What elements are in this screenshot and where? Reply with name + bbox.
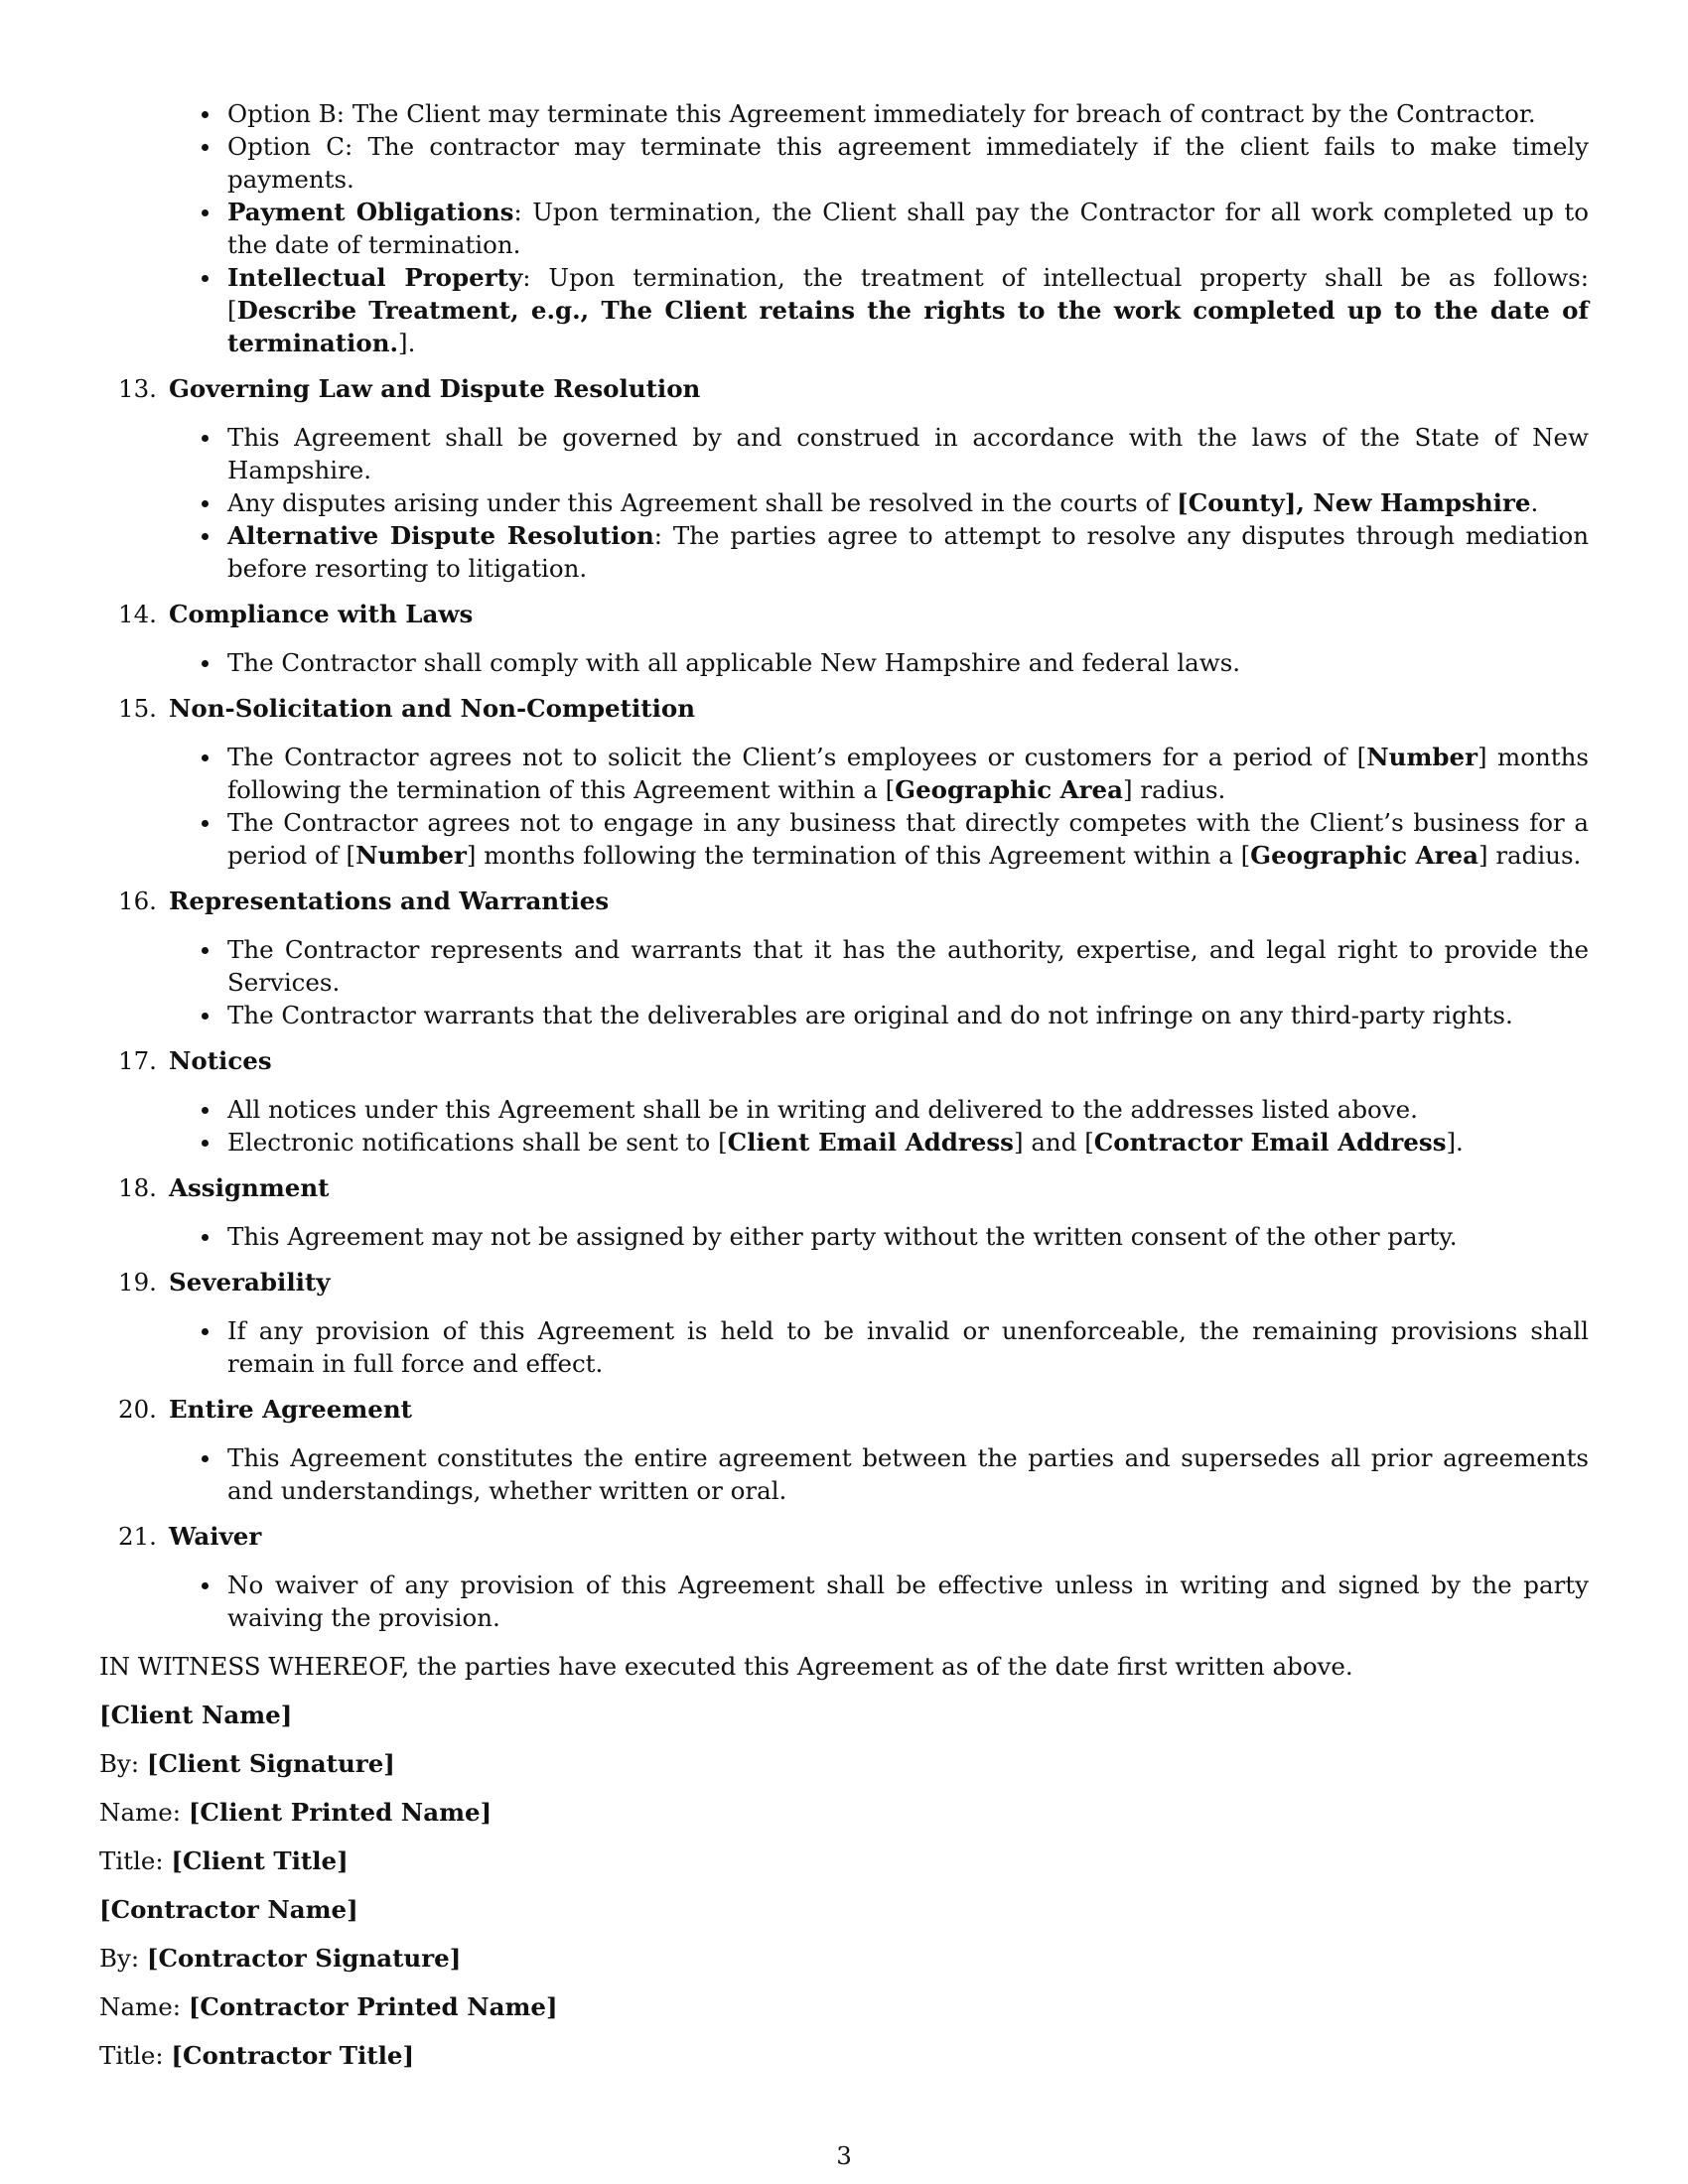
list-item: Electronic notifications shall be sent to [Client Email Address] and [Contractor Email Address]. <box>99 1126 1589 1159</box>
list-item: No waiver of any provision of this Agreement shall be effective unless in writing and signed by the party waiving the provision. <box>99 1569 1589 1634</box>
section-20-heading: 20. Entire Agreement <box>118 1395 412 1424</box>
client-name-line: [Client Name] <box>99 1701 293 1729</box>
contractor-printed-name-line: Name: [Contractor Printed Name] <box>99 1992 558 2021</box>
list-item: The Contractor agrees not to engage in any business that directly competes with the Client’s business for a period of [Number] months following the termination of this Agreement within a [Geographic Area] radius. <box>99 806 1589 872</box>
client-printed-name-line: Name: [Client Printed Name] <box>99 1798 492 1827</box>
section-14-list <box>99 646 1589 679</box>
section-13-heading: 13. Governing Law and Dispute Resolution <box>118 374 701 403</box>
list-item: This Agreement may not be assigned by either party without the written consent of the other party. <box>99 1220 1589 1253</box>
document-body <box>99 97 1589 2072</box>
section-19-heading: 19. Severability <box>118 1268 331 1297</box>
section-15-heading: 15. Non-Solicitation and Non-Competition <box>118 694 696 723</box>
section-21-heading: 21. Waiver <box>118 1522 262 1551</box>
list-item: This Agreement constitutes the entire agreement between the parties and supersedes all prior agreements and understandings, whether written or oral. <box>99 1441 1589 1507</box>
section-17-heading: 17. Notices <box>118 1046 272 1075</box>
list-item: The Contractor represents and warrants that it has the authority, expertise, and legal right to provide the Services. <box>99 933 1589 999</box>
list-item: This Agreement shall be governed by and construed in accordance with the laws of the State of New Hampshire. <box>99 421 1589 486</box>
section-20-list <box>99 1441 1589 1507</box>
list-item: Intellectual Property: Upon termination, the treatment of intellectual property shall be as follows: [Describe Treatment, e.g., The Client retains the rights to the work completed up to the date of termination.]. <box>99 261 1589 359</box>
termination-bullet-list <box>99 97 1589 359</box>
section-18-list <box>99 1220 1589 1253</box>
page-number: 3 <box>836 2141 852 2170</box>
list-item: The Contractor warrants that the deliverables are original and do not infringe on any third-party rights. <box>99 999 1589 1031</box>
section-18-heading: 18. Assignment <box>118 1173 330 1202</box>
contractor-name-line: [Contractor Name] <box>99 1895 358 1924</box>
client-title-line: Title: [Client Title] <box>99 1846 349 1875</box>
witness-paragraph: IN WITNESS WHEREOF, the parties have executed this Agreement as of the date first written above. <box>99 1652 1353 1681</box>
section-14-heading: 14. Compliance with Laws <box>118 600 474 628</box>
list-item: Option C: The contractor may terminate this agreement immediately if the client fails to make timely payments. <box>99 130 1589 196</box>
contractor-title-line: Title: [Contractor Title] <box>99 2041 415 2070</box>
section-17-list <box>99 1093 1589 1159</box>
list-item: Any disputes arising under this Agreement shall be resolved in the courts of [County], New Hampshire. <box>99 486 1589 519</box>
section-19-list <box>99 1314 1589 1380</box>
section-16-heading: 16. Representations and Warranties <box>118 887 610 915</box>
list-item: The Contractor shall comply with all applicable New Hampshire and federal laws. <box>99 646 1589 679</box>
section-21-list <box>99 1569 1589 1634</box>
section-13-list <box>99 421 1589 585</box>
client-by-line: By: [Client Signature] <box>99 1749 395 1778</box>
list-item: The Contractor agrees not to solicit the Client’s employees or customers for a period of [Number] months following the termination of this Agreement within a [Geographic Area] radius. <box>99 741 1589 806</box>
list-item: Alternative Dispute Resolution: The parties agree to attempt to resolve any disputes through mediation before resorting to litigation. <box>99 519 1589 585</box>
list-item: Payment Obligations: Upon termination, the Client shall pay the Contractor for all work completed up to the date of termination. <box>99 196 1589 261</box>
list-item: If any provision of this Agreement is held to be invalid or unenforceable, the remaining provisions shall remain in full force and effect. <box>99 1314 1589 1380</box>
section-16-list <box>99 933 1589 1031</box>
contractor-by-line: By: [Contractor Signature] <box>99 1944 462 1973</box>
section-15-list <box>99 741 1589 872</box>
list-item: Option B: The Client may terminate this Agreement immediately for breach of contract by the Contractor. <box>99 97 1589 130</box>
list-item: All notices under this Agreement shall be in writing and delivered to the addresses listed above. <box>99 1093 1589 1126</box>
